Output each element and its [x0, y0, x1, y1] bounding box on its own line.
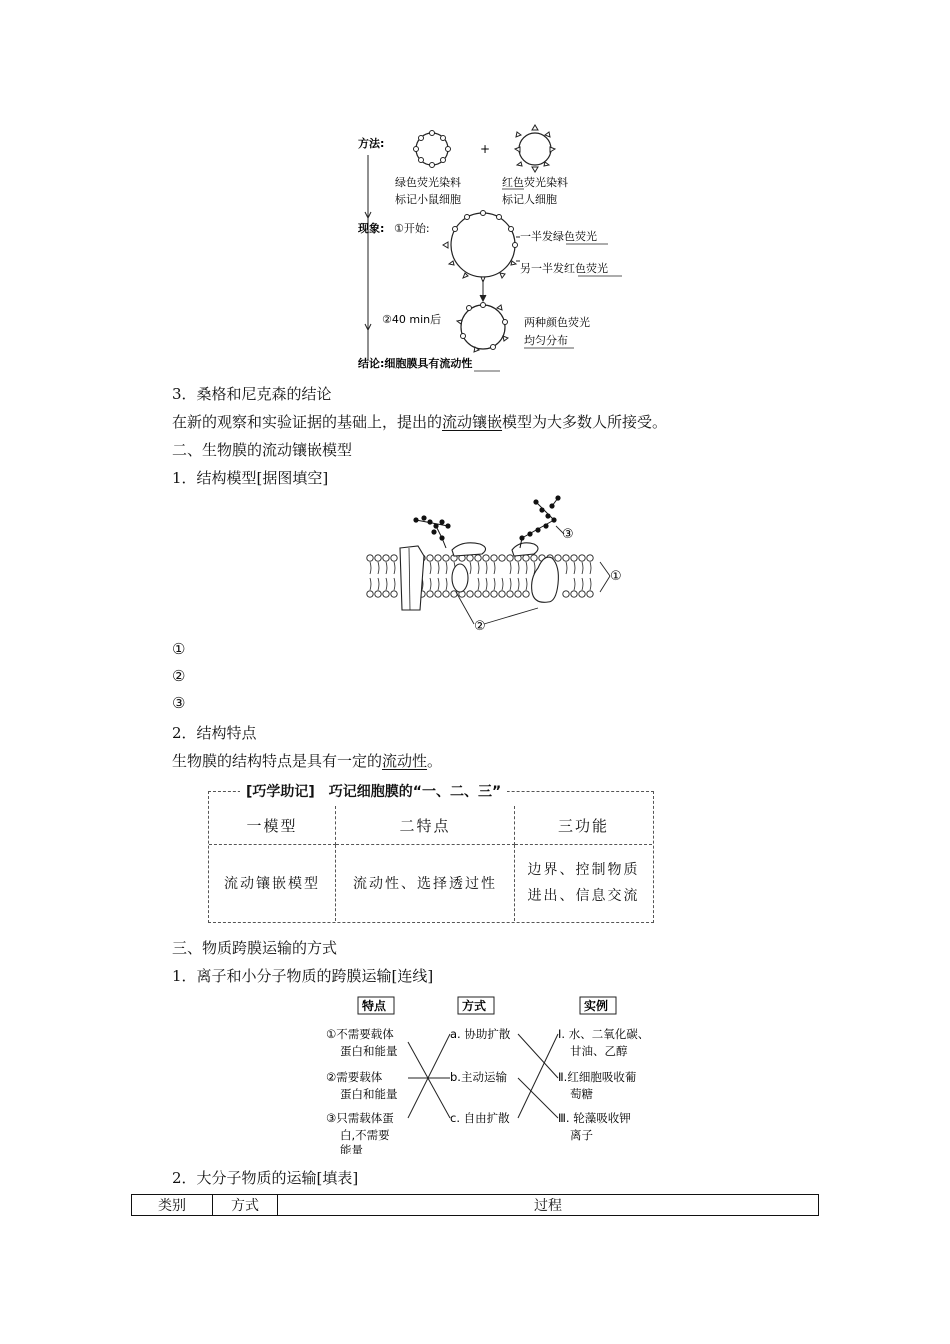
table-header-process: 过程 — [278, 1195, 819, 1216]
example-1-line2: 甘油、乙醇 — [570, 1044, 628, 1058]
mode-c: c. 自由扩散 — [450, 1111, 510, 1125]
memory-cell-feature: 流动性、选择透过性 — [336, 845, 515, 922]
macromolecule-transport-table — [131, 1194, 819, 1216]
memory-header-function: 三功能 — [515, 806, 653, 845]
memory-cell-model: 流动镶嵌模型 — [209, 845, 336, 922]
memory-cell-function-line2: 进出、信息交流 — [527, 888, 640, 904]
half-green-label: 一半发绿色荧光 — [520, 230, 597, 243]
part2-underlined: 流动性 — [382, 752, 428, 770]
label-2: ② — [474, 619, 486, 634]
part3-sub1: 1．离子和小分子物质的跨膜运输[连线] — [172, 967, 434, 985]
sec3-paragraph — [172, 411, 667, 432]
mode-a: a. 协助扩散 — [450, 1027, 511, 1041]
memory-header-feature: 二特点 — [336, 806, 515, 845]
part2-paragraph — [172, 750, 442, 771]
example-1-line1: Ⅰ. 水、二氧化碳、 — [558, 1027, 650, 1041]
header-feature: 特点 — [362, 999, 387, 1013]
sec3-text-post: 模型为大多数人所接受。 — [502, 413, 668, 431]
memory-table — [209, 806, 652, 921]
conclusion-label: 结论:细胞膜具有流动性 — [358, 357, 473, 370]
example-2-line1: Ⅱ.红细胞吸收葡 — [558, 1070, 637, 1084]
blank-2: ② — [172, 667, 186, 685]
part2-heading: 二、生物膜的流动镶嵌模型 — [172, 441, 353, 459]
green-dye-label-2: 标记小鼠细胞 — [395, 193, 461, 206]
memory-tip-box — [208, 791, 654, 923]
memory-cell-function — [515, 845, 653, 922]
sec3-text-pre: 在新的观察和实验证据的基础上，提出的 — [172, 413, 443, 431]
step2-label: ②40 min后 — [382, 313, 442, 326]
label-3: ③ — [562, 527, 574, 542]
step1-label: ①开始: — [394, 222, 430, 235]
both-colors-label-2: 均匀分布 — [524, 334, 568, 347]
header-mode: 方式 — [462, 999, 487, 1013]
mode-b: b.主动运输 — [450, 1070, 507, 1084]
table-header-mode: 方式 — [213, 1195, 278, 1216]
feature-3-line1: ③只需载体蛋 — [326, 1111, 394, 1125]
part2-sub2: 2．结构特点 — [172, 724, 257, 742]
transport-matching-diagram — [318, 994, 678, 1154]
plus-sign: + — [480, 142, 491, 156]
red-dye-label-2: 标记人细胞 — [502, 193, 557, 206]
example-3-line1: Ⅲ. 轮藻吸收钾 — [558, 1111, 631, 1125]
label-1: ① — [610, 569, 622, 584]
feature-1-line1: ①不需要载体 — [326, 1027, 394, 1041]
sec3-heading: 3．桑格和尼克森的结论 — [172, 385, 332, 403]
part3-sub2: 2．大分子物质的运输[填表] — [172, 1169, 359, 1187]
example-2-line2: 萄糖 — [570, 1087, 593, 1101]
part2-text-post: 。 — [427, 752, 443, 770]
cell-fusion-experiment-figure — [350, 120, 650, 376]
feature-1-line2: 蛋白和能量 — [340, 1044, 398, 1058]
half-red-label: 另一半发红色荧光 — [520, 262, 608, 275]
both-colors-label-1: 两种颜色荧光 — [524, 316, 590, 329]
blank-1: ① — [172, 640, 186, 658]
sec3-underlined: 流动镶嵌 — [442, 413, 503, 431]
table-header-category: 类别 — [132, 1195, 213, 1216]
feature-3-line3: 能量 — [340, 1143, 363, 1154]
feature-3-line2: 白,不需要 — [340, 1128, 390, 1142]
green-dye-label-1: 绿色荧光染料 — [395, 176, 461, 189]
memory-title: [巧学助记] 巧记细胞膜的“一、二、三” — [240, 781, 507, 801]
fluid-mosaic-membrane-diagram — [360, 490, 630, 640]
feature-2-line1: ②需要载体 — [326, 1070, 383, 1084]
part2-sub1: 1．结构模型[据图填空] — [172, 469, 329, 487]
red-dye-label-1: 红色荧光染料 — [502, 176, 568, 189]
part3-heading: 三、物质跨膜运输的方式 — [172, 939, 338, 957]
method-label: 方法: — [358, 137, 385, 150]
part2-text-pre: 生物膜的结构特点是具有一定的 — [172, 752, 383, 770]
feature-2-line2: 蛋白和能量 — [340, 1087, 398, 1101]
memory-header-model: 一模型 — [209, 806, 336, 845]
header-example: 实例 — [584, 999, 609, 1013]
blank-3: ③ — [172, 694, 186, 712]
example-3-line2: 离子 — [570, 1128, 593, 1142]
memory-cell-function-line1: 边界、控制物质 — [527, 862, 640, 878]
phenomenon-label: 现象: — [358, 222, 385, 235]
